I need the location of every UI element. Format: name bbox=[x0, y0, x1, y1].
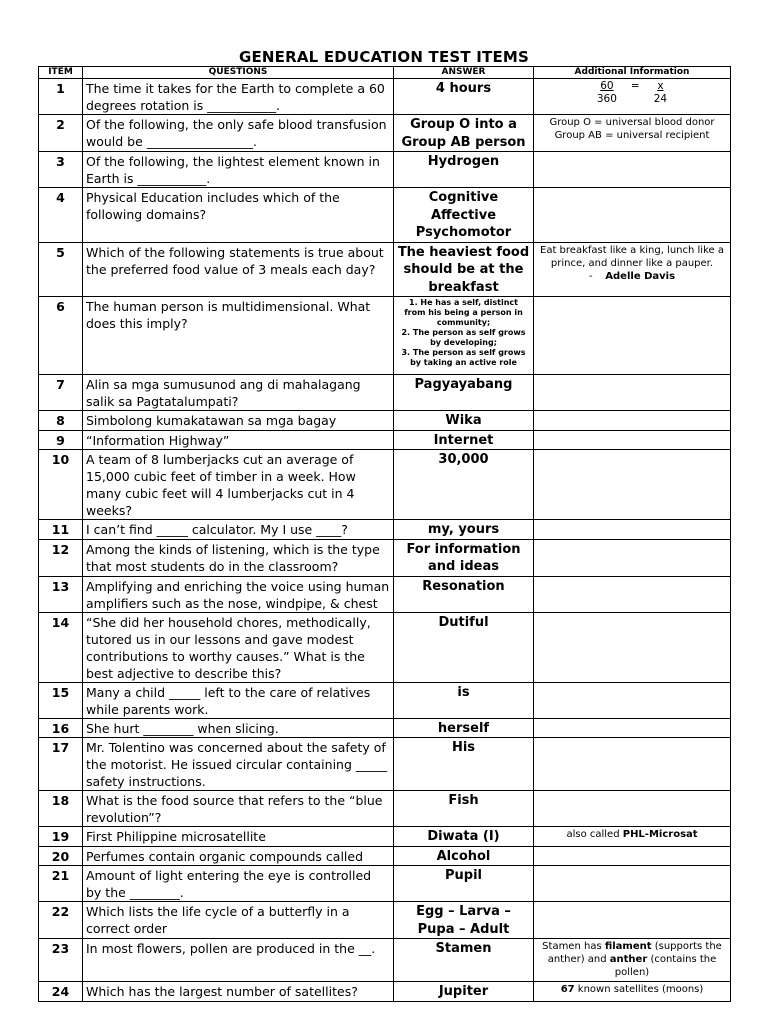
answer-cell: Stamen bbox=[394, 939, 534, 982]
question-cell: She hurt ________ when slicing. bbox=[83, 718, 394, 738]
table-row bbox=[39, 682, 731, 718]
answer-cell: Cognitive Affective Psychomotor bbox=[394, 188, 534, 243]
table-row bbox=[39, 188, 731, 243]
info-cell bbox=[534, 902, 731, 939]
quote-author: Adelle Davis bbox=[605, 270, 676, 282]
table-row bbox=[39, 297, 731, 375]
table-row bbox=[39, 115, 731, 152]
info-cell bbox=[534, 411, 731, 431]
fraction-right: $\frac{x}{24}$ bbox=[653, 80, 668, 105]
answer-cell: Egg – Larva – Pupa – Adult bbox=[394, 902, 534, 939]
answer-cell: 30,000 bbox=[394, 450, 534, 520]
info-cell bbox=[534, 866, 731, 902]
table-row bbox=[39, 738, 731, 791]
item-number: 19 bbox=[39, 827, 83, 847]
answer-cell: The heaviest food should be at the breakfast bbox=[394, 242, 534, 297]
item-number: 13 bbox=[39, 576, 83, 612]
header-answer: ANSWER bbox=[394, 67, 534, 79]
question-cell: Of the following, the only safe blood transfusion would be _________________. bbox=[83, 115, 394, 152]
question-cell: The human person is multidimensional. What does this imply? bbox=[83, 297, 394, 375]
table-row bbox=[39, 612, 731, 682]
question-cell: I can’t find _____ calculator. My I use ____? bbox=[83, 520, 394, 540]
info-cell bbox=[534, 612, 731, 682]
question-cell: Simbolong kumakatawan sa mga bagay bbox=[83, 411, 394, 431]
answer-cell: For information and ideas bbox=[394, 539, 534, 576]
item-number: 17 bbox=[39, 738, 83, 791]
info-cell bbox=[534, 846, 731, 866]
answer-line-3: 3. The person as self grows by taking an active role bbox=[401, 348, 526, 367]
question-cell: Physical Education includes which of the following domains? bbox=[83, 188, 394, 243]
info-cell: 67 known satellites (moons) bbox=[534, 982, 731, 1002]
table-row bbox=[39, 242, 731, 297]
answer-cell: Resonation bbox=[394, 576, 534, 612]
answer-cell: His bbox=[394, 738, 534, 791]
info-cell bbox=[534, 791, 731, 827]
answer-cell: Pagyayabang bbox=[394, 375, 534, 411]
info-cell bbox=[534, 576, 731, 612]
info-bold: filament bbox=[604, 941, 652, 952]
test-items-table bbox=[38, 66, 731, 1002]
equals-sign: = bbox=[630, 80, 640, 92]
item-number: 3 bbox=[39, 152, 83, 188]
question-cell: The time it takes for the Earth to complete a 60 degrees rotation is ___________. bbox=[83, 79, 394, 115]
info-cell bbox=[534, 539, 731, 576]
question-cell: Alin sa mga sumusunod ang di mahalagang salik sa Pagtatalumpati? bbox=[83, 375, 394, 411]
info-cell bbox=[534, 738, 731, 791]
info-cell bbox=[534, 718, 731, 738]
question-cell: Mr. Tolentino was concerned about the safety of the motorist. He issued circular containing _____ safety instructions. bbox=[83, 738, 394, 791]
question-cell: Which of the following statements is true about the preferred food value of 3 meals each day? bbox=[83, 242, 394, 297]
table-row bbox=[39, 866, 731, 902]
table-row bbox=[39, 576, 731, 612]
item-number: 14 bbox=[39, 612, 83, 682]
info-cell bbox=[534, 188, 731, 243]
answer-cell: herself bbox=[394, 718, 534, 738]
answer-line-1: 1. He has a self, distinct from his being a person in community; bbox=[404, 298, 523, 327]
quote-dash: - bbox=[588, 270, 593, 282]
item-number: 20 bbox=[39, 846, 83, 866]
answer-cell: my, yours bbox=[394, 520, 534, 540]
question-cell: Among the kinds of listening, which is the type that most students do in the classroom? bbox=[83, 539, 394, 576]
item-number: 23 bbox=[39, 939, 83, 982]
answer-cell: Jupiter bbox=[394, 982, 534, 1002]
question-cell: First Philippine microsatellite bbox=[83, 827, 394, 847]
answer-line-2: 2. The person as self grows by developing; bbox=[401, 328, 526, 347]
table-row bbox=[39, 982, 731, 1002]
question-cell: “Information Highway” bbox=[83, 430, 394, 450]
table-row bbox=[39, 375, 731, 411]
info-bold: 67 bbox=[560, 984, 575, 995]
answer-cell: Alcohol bbox=[394, 846, 534, 866]
table-row bbox=[39, 902, 731, 939]
table-row bbox=[39, 791, 731, 827]
info-cell bbox=[534, 520, 731, 540]
header-item: ITEM bbox=[39, 67, 83, 79]
table-row bbox=[39, 827, 731, 847]
question-cell: Amplifying and enriching the voice using human amplifiers such as the nose, windpipe, & chest bbox=[83, 576, 394, 612]
header-info: Additional Information bbox=[534, 67, 731, 79]
answer-cell: Hydrogen bbox=[394, 152, 534, 188]
info-bold: anther bbox=[609, 954, 648, 965]
info-cell bbox=[534, 79, 731, 115]
answer-cell: Diwata (I) bbox=[394, 827, 534, 847]
table-row bbox=[39, 939, 731, 982]
answer-cell: Pupil bbox=[394, 866, 534, 902]
table-header-row bbox=[39, 67, 731, 79]
info-cell bbox=[534, 375, 731, 411]
table-row bbox=[39, 152, 731, 188]
item-number: 16 bbox=[39, 718, 83, 738]
table-row bbox=[39, 520, 731, 540]
question-cell: Which has the largest number of satellites? bbox=[83, 982, 394, 1002]
item-number: 24 bbox=[39, 982, 83, 1002]
table-row bbox=[39, 846, 731, 866]
info-cell bbox=[534, 827, 731, 847]
item-number: 7 bbox=[39, 375, 83, 411]
info-cell bbox=[534, 430, 731, 450]
info-text: also called bbox=[566, 829, 623, 840]
question-cell: “She did her household chores, methodically, tutored us in our lessons and gave modest contributions to worthy causes.” What is the best adjective to describe this? bbox=[83, 612, 394, 682]
quote-text: Eat breakfast like a king, lunch like a prince, and dinner like a pauper. bbox=[540, 244, 724, 269]
question-cell: Of the following, the lightest element known in Earth is ___________. bbox=[83, 152, 394, 188]
item-number: 21 bbox=[39, 866, 83, 902]
question-cell: Which lists the life cycle of a butterfly in a correct order bbox=[83, 902, 394, 939]
item-number: 1 bbox=[39, 79, 83, 115]
table-row bbox=[39, 411, 731, 431]
info-cell: Group O = universal blood donor Group AB = universal recipient bbox=[534, 115, 731, 152]
answer-cell: Dutiful bbox=[394, 612, 534, 682]
table-row bbox=[39, 430, 731, 450]
info-cell bbox=[534, 242, 731, 297]
table-row bbox=[39, 539, 731, 576]
question-cell: Amount of light entering the eye is controlled by the ________. bbox=[83, 866, 394, 902]
question-cell: A team of 8 lumberjacks cut an average of 15,000 cubic feet of timber in a week. How many cubic feet will 4 lumberjacks cut in 4 weeks? bbox=[83, 450, 394, 520]
answer-cell bbox=[394, 297, 534, 375]
info-cell bbox=[534, 682, 731, 718]
item-number: 15 bbox=[39, 682, 83, 718]
info-cell bbox=[534, 450, 731, 520]
item-number: 2 bbox=[39, 115, 83, 152]
item-number: 10 bbox=[39, 450, 83, 520]
item-number: 5 bbox=[39, 242, 83, 297]
info-cell bbox=[534, 297, 731, 375]
answer-cell: Wika bbox=[394, 411, 534, 431]
answer-cell: Group O into a Group AB person bbox=[394, 115, 534, 152]
answer-cell: 4 hours bbox=[394, 79, 534, 115]
question-cell: In most flowers, pollen are produced in the __. bbox=[83, 939, 394, 982]
item-number: 22 bbox=[39, 902, 83, 939]
table-row bbox=[39, 79, 731, 115]
header-questions: QUESTIONS bbox=[83, 67, 394, 79]
answer-cell: is bbox=[394, 682, 534, 718]
item-number: 9 bbox=[39, 430, 83, 450]
table-row bbox=[39, 718, 731, 738]
item-number: 8 bbox=[39, 411, 83, 431]
question-cell: What is the food source that refers to the “blue revolution”? bbox=[83, 791, 394, 827]
info-bold: PHL-Microsat bbox=[622, 829, 698, 840]
question-cell: Perfumes contain organic compounds called bbox=[83, 846, 394, 866]
item-number: 12 bbox=[39, 539, 83, 576]
info-cell: Stamen has filament (supports the anther) and anther (contains the pollen) bbox=[534, 939, 731, 982]
item-number: 4 bbox=[39, 188, 83, 243]
info-cell bbox=[534, 152, 731, 188]
table-row bbox=[39, 450, 731, 520]
answer-cell: Internet bbox=[394, 430, 534, 450]
item-number: 11 bbox=[39, 520, 83, 540]
document-title: GENERAL EDUCATION TEST ITEMS bbox=[238, 48, 530, 66]
fraction-left: $\frac{60}{360}$ bbox=[596, 80, 617, 105]
answer-cell: Fish bbox=[394, 791, 534, 827]
question-cell: Many a child _____ left to the care of relatives while parents work. bbox=[83, 682, 394, 718]
item-number: 6 bbox=[39, 297, 83, 375]
item-number: 18 bbox=[39, 791, 83, 827]
